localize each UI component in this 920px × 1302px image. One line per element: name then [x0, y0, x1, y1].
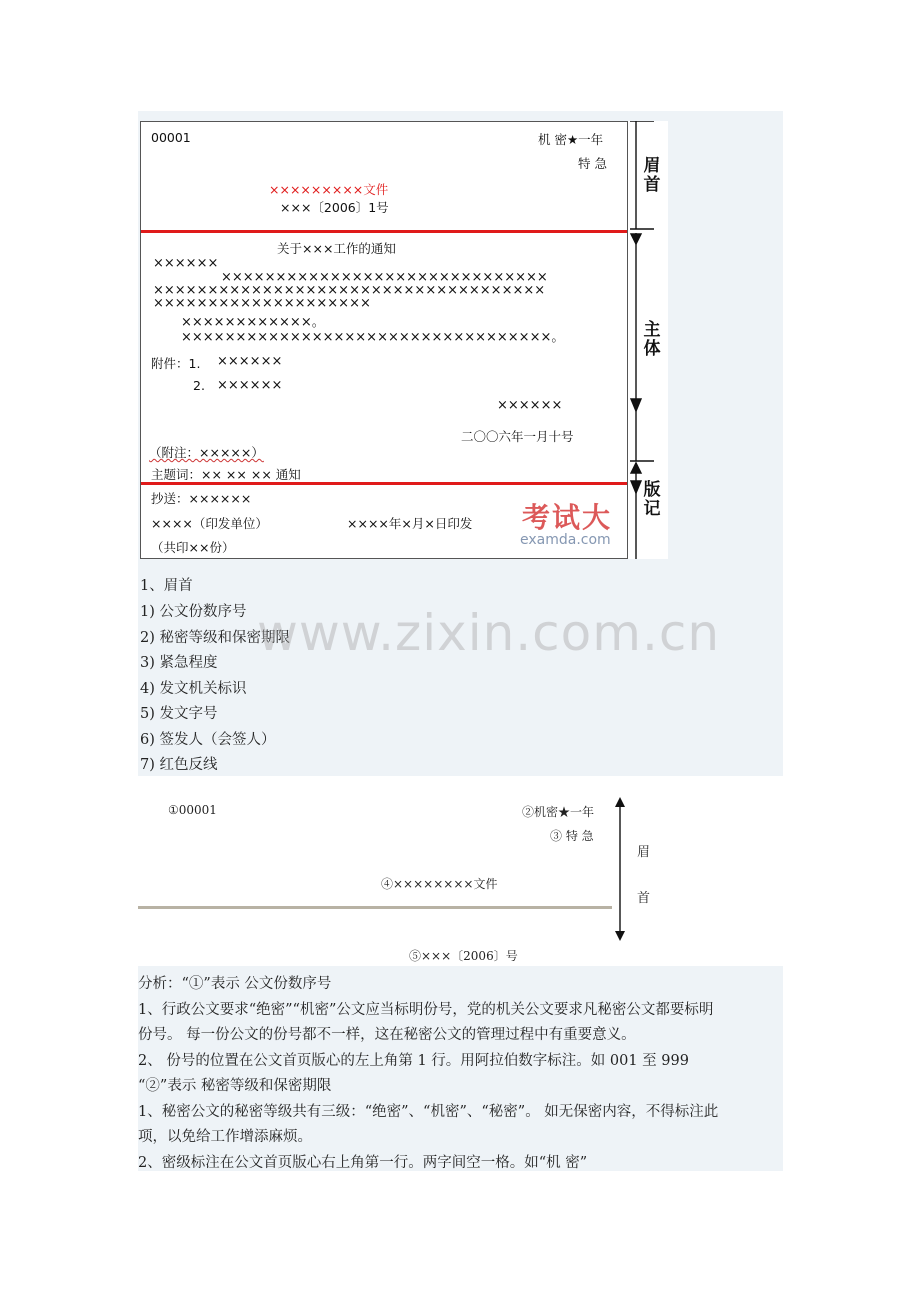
- secret-level: 机 密★一年: [538, 132, 604, 147]
- element-urgency: ③ 特 急: [550, 829, 594, 843]
- brace-label-footer: 版记: [643, 480, 661, 519]
- signer: ××××××: [497, 398, 563, 413]
- analysis-paragraph: 2、 份号的位置在公文首页版心的左上角第 1 行。用阿拉伯数字标注。如 001 至 999: [138, 1053, 689, 1069]
- analysis-paragraph: 份号。 每一份公文的份号都不一样，这在秘密公文的管理过程中有重要意义。: [138, 1027, 636, 1043]
- red-line-footer: [141, 482, 627, 485]
- document-layout-figure: [138, 111, 783, 776]
- watermark-logo-text: 考试大: [522, 501, 613, 534]
- copy-number: 00001: [151, 130, 191, 145]
- divider-line: [138, 906, 612, 909]
- issuing-unit: ××××（印发单位）: [151, 516, 268, 531]
- document-sample: [140, 121, 628, 559]
- list-item: 3) 紧急程度: [140, 655, 218, 671]
- attachment-1: ××××××: [217, 354, 283, 369]
- list-item: 7) 红色反线: [140, 757, 218, 773]
- element-copy-number: ①00001: [168, 803, 217, 817]
- document-title: 关于×××工作的通知: [277, 241, 396, 256]
- attachment-label: 附件：1.: [151, 356, 201, 371]
- analysis-paragraph: 2、密级标注在公文首页版心右上角第一行。两字间空一格。如“机 密”: [138, 1155, 588, 1171]
- vertical-arrow: [612, 795, 628, 943]
- body-line: ××××××××××××××××××××××××××××××: [221, 270, 548, 285]
- urgency: 特 急: [578, 156, 607, 171]
- side-label-2: 首: [637, 891, 651, 906]
- brace-label-body: 主体: [643, 320, 661, 359]
- document-date: 二〇〇六年一月十号: [461, 429, 574, 444]
- element-issuer: ④××××××××文件: [381, 877, 498, 891]
- section-brace-bar: [628, 121, 668, 559]
- side-label-1: 眉: [637, 845, 651, 860]
- print-date: ××××年×月×日印发: [347, 516, 473, 531]
- body-line: ××××××××××××。: [181, 315, 325, 330]
- red-line-header: [141, 230, 627, 233]
- list-item: 5) 发文字号: [140, 706, 218, 722]
- analysis-paragraph: 项，以免给工作增添麻烦。: [138, 1129, 312, 1145]
- brace-label-header: 眉首: [643, 156, 661, 195]
- list-item: 1、眉首: [140, 578, 193, 594]
- attachment-2: ××××××: [217, 378, 283, 393]
- attachment-2-number: 2.: [193, 378, 205, 393]
- body-line: ××××××××××××××××××××××××××××××××××。: [181, 330, 565, 345]
- subject-words: 主题词：×× ×× ×× 通知: [151, 467, 301, 482]
- body-line: ××××××××××××××××××××: [153, 296, 371, 311]
- element-secret-level: ②机密★一年: [522, 805, 595, 819]
- body-line: ××××××××××××××××××××××××××××××××××××: [153, 283, 546, 298]
- analysis-section: [138, 966, 783, 1171]
- analysis-paragraph: 分析：“①”表示 公文份数序号: [138, 976, 332, 992]
- analysis-paragraph: “②”表示 秘密等级和保密期限: [138, 1078, 332, 1094]
- cc-list: 抄送：××××××: [151, 491, 252, 506]
- element-document-number: ⑤×××〔2006〕号: [409, 949, 518, 963]
- copies-count: （共印××份）: [151, 540, 235, 555]
- issuer-mark: ×××××××××文件: [269, 182, 389, 197]
- note: （附注：×××××）: [149, 445, 264, 460]
- header-elements-figure: [138, 785, 783, 965]
- site-watermark: www.zixin.com.cn: [257, 604, 721, 662]
- addressee: ××××××: [153, 256, 219, 271]
- watermark-site-text: examda.com: [520, 532, 611, 548]
- analysis-paragraph: 1、行政公文要求“绝密”“机密”公文应当标明份号，党的机关公文要求凡秘密公文都要标明: [138, 1002, 714, 1018]
- analysis-paragraph: 1、秘密公文的秘密等级共有三级：“绝密”、“机密”、“秘密”。 如无保密内容，不得标注此: [138, 1104, 719, 1120]
- document-number: ×××〔2006〕1号: [280, 200, 389, 215]
- examda-watermark-logo: [518, 496, 668, 556]
- list-item: 2) 秘密等级和保密期限: [140, 630, 290, 646]
- list-item: 1) 公文份数序号: [140, 604, 247, 620]
- list-item: 4) 发文机关标识: [140, 681, 247, 697]
- list-item: 6) 签发人（会签人）: [140, 732, 276, 748]
